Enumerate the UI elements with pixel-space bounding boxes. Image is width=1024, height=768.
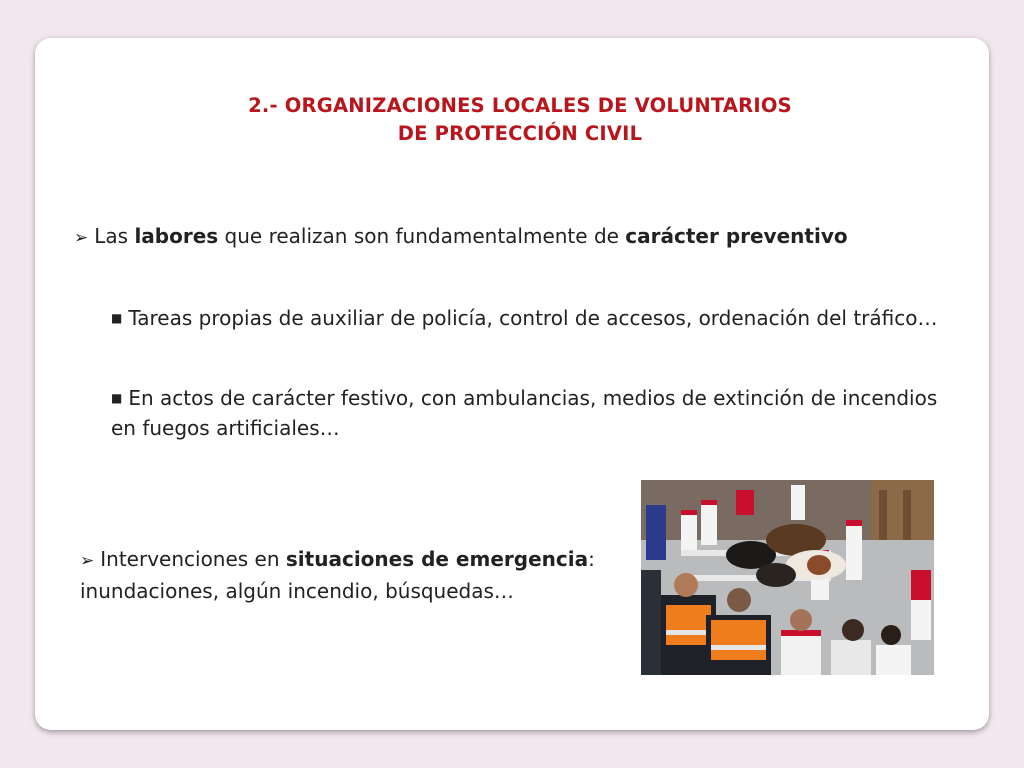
bull-run-photo	[641, 480, 934, 675]
title-line-2: DE PROTECCIÓN CIVIL	[397, 122, 643, 145]
arrow-bullet-icon: ➢	[74, 228, 89, 248]
bullet-emergency: ➢ Intervenciones en situaciones de emergencia: inundaciones, algún incendio, búsquedas…	[80, 547, 595, 603]
bullet-preventive: ➢ Las labores que realizan son fundamentalmente de carácter preventivo	[74, 224, 848, 248]
sub-bullet-police: ■ Tareas propias de auxiliar de policía, control de accesos, ordenación del tráfico…	[111, 306, 938, 330]
slide-title	[0, 92, 1024, 148]
square-bullet-icon: ■	[111, 311, 123, 325]
title-line-1: 2.- ORGANIZACIONES LOCALES DE VOLUNTARIOS	[248, 94, 792, 117]
square-bullet-icon: ■	[111, 391, 123, 405]
sub-bullet-festive: ■ En actos de carácter festivo, con ambulancias, medios de extinción de incendios en fuegos artificiales…	[111, 386, 938, 440]
arrow-bullet-icon: ➢	[80, 551, 95, 571]
